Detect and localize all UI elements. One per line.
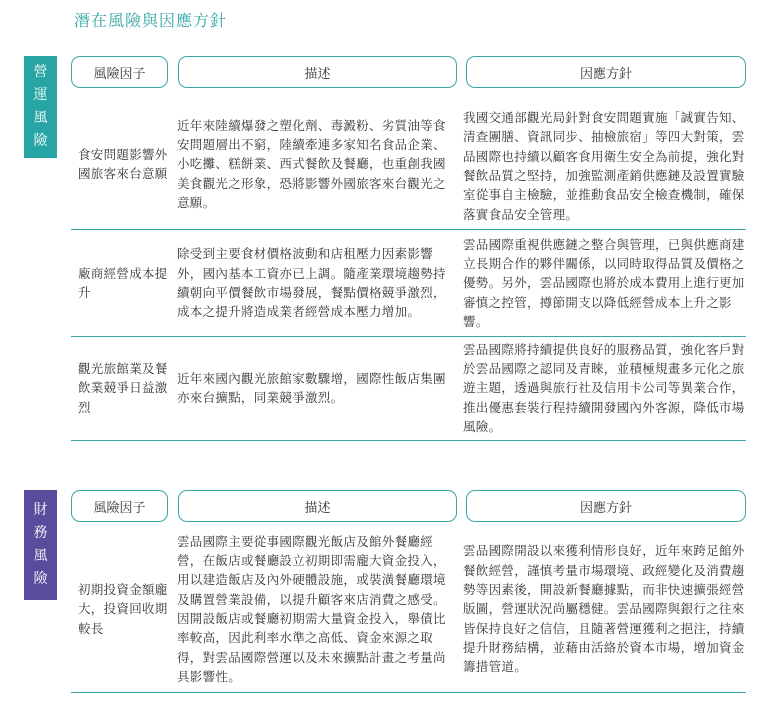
header-description bbox=[178, 56, 457, 88]
header-response-label: 因應方針 bbox=[579, 500, 632, 516]
header-description bbox=[178, 490, 457, 522]
section-tab-operational bbox=[24, 56, 57, 158]
row-divider bbox=[71, 440, 746, 441]
header-description-label: 描述 bbox=[304, 500, 331, 516]
header-response-label: 因應方針 bbox=[579, 66, 632, 82]
description-cell: 近年來陸續爆發之塑化劑、毒澱粉、劣質油等食安問題層出不窮，陸續牽連多家知名食品企業、小吃攤、糕餅業、西式餐飲及餐廳，也重創我國美食觀光之形象，恐將影響外國旅客來台觀光之意願。 bbox=[177, 117, 446, 210]
table-row bbox=[78, 338, 171, 438]
response-cell-wrap bbox=[463, 532, 748, 686]
response-cell-wrap bbox=[463, 231, 748, 335]
response-cell-wrap bbox=[463, 104, 748, 228]
row-divider bbox=[71, 336, 746, 337]
section-tab-label: 財務風險 bbox=[33, 502, 48, 587]
header-response bbox=[466, 490, 746, 522]
page-title: 潛在風險與因應方針 bbox=[74, 11, 228, 30]
header-description-label: 描述 bbox=[304, 66, 331, 82]
response-cell: 雲品國際重視供應鏈之整合與管理，已與供應商建立長期合作的夥伴關係，以同時取得品質及價格之優勢。另外，雲品國際也將於成本費用上進行更加審慎之控管，撙節開支以降低經營成本上升之影響。 bbox=[463, 236, 745, 329]
header-risk-factor-label: 風險因子 bbox=[93, 500, 146, 516]
risk-factor-cell: 觀光旅館業及餐飲業競爭日益激烈 bbox=[78, 361, 168, 415]
description-cell-wrap bbox=[177, 530, 457, 688]
header-risk-factor bbox=[71, 490, 168, 522]
response-cell-wrap bbox=[463, 338, 748, 438]
description-cell: 除受到主要食材價格波動和店租壓力因素影響外，國內基本工資亦已上調。隨產業環境趨勢持續朝向平價餐飲市場發展，餐點價格競爭激烈，成本之提升將造成業者經營成本壓力增加。 bbox=[177, 246, 446, 320]
response-cell: 我國交通部觀光局針對食安問題實施「誠實告知、清查團膳、資訊同步、抽檢旅宿」等四大對策，雲品國際也持續以顧客食用衛生安全為前提，強化對餐飲品質之堅持，加強監測產銷供應鏈及設置實驗室從事自主檢驗，並推動食品安全檢查機制，確保落實食品安全管理。 bbox=[463, 110, 745, 222]
response-cell: 雲品國際開設以來獲利情形良好，近年來跨足館外餐飲經營，謹慎考量市場環境、政經變化及消費趨勢等因素後，開設新餐廳據點，而非快速擴張經營版圖，營運狀況尚屬穩健。雲品國際與銀行之往來皆保持良好之信信，且隨著營運獲利之挹注，持續提升財務結構，並藉由活絡於資本市場，增加資金籌措管道。 bbox=[463, 543, 745, 675]
table-row bbox=[78, 532, 171, 686]
table-row bbox=[78, 100, 171, 228]
description-cell-wrap bbox=[177, 338, 457, 438]
header-risk-factor bbox=[71, 56, 168, 88]
section-tab-financial bbox=[24, 490, 57, 600]
row-divider bbox=[71, 692, 746, 693]
header-response bbox=[466, 56, 746, 88]
response-cell: 雲品國際將持續提供良好的服務品質，強化客戶對於雲品國際之認同及青睞，並積極規畫多元化之旅遊主題，透過與旅行社及信用卡公司等異業合作，推出優惠套裝行程持續開發國內外客源，降低市場風險。 bbox=[463, 341, 745, 434]
description-cell: 雲品國際主要從事國際觀光飯店及館外餐廳經營，在飯店或餐廳設立初期即需龐大資金投入，用以建造飯店及內外硬體設施，或裝潢餐廳環境及購置營業設備，以提升顧客來店消費之感受。因開設飯店或餐廳初期需大量資金投入，舉債比率較高，因此利率水準之高低、資金來源之取得，對雲品國際營運以及未來擴點計畫之考量尚具影響性。 bbox=[177, 533, 446, 684]
description-cell: 近年來國內觀光旅館家數驟增，國際性飯店集團亦來台擴點，同業競爭激烈。 bbox=[177, 370, 446, 405]
description-cell-wrap bbox=[177, 100, 457, 228]
table-row bbox=[78, 231, 171, 335]
header-risk-factor-label: 風險因子 bbox=[93, 66, 146, 82]
risk-factor-cell: 廠商經營成本提升 bbox=[78, 265, 168, 300]
section-tab-label: 營運風險 bbox=[33, 64, 48, 149]
description-cell-wrap bbox=[177, 231, 457, 335]
risk-factor-cell: 食安問題影響外國旅客來台意願 bbox=[78, 146, 168, 181]
row-divider bbox=[71, 229, 746, 230]
risk-factor-cell: 初期投資金額龐大，投資回收期較長 bbox=[78, 582, 168, 636]
